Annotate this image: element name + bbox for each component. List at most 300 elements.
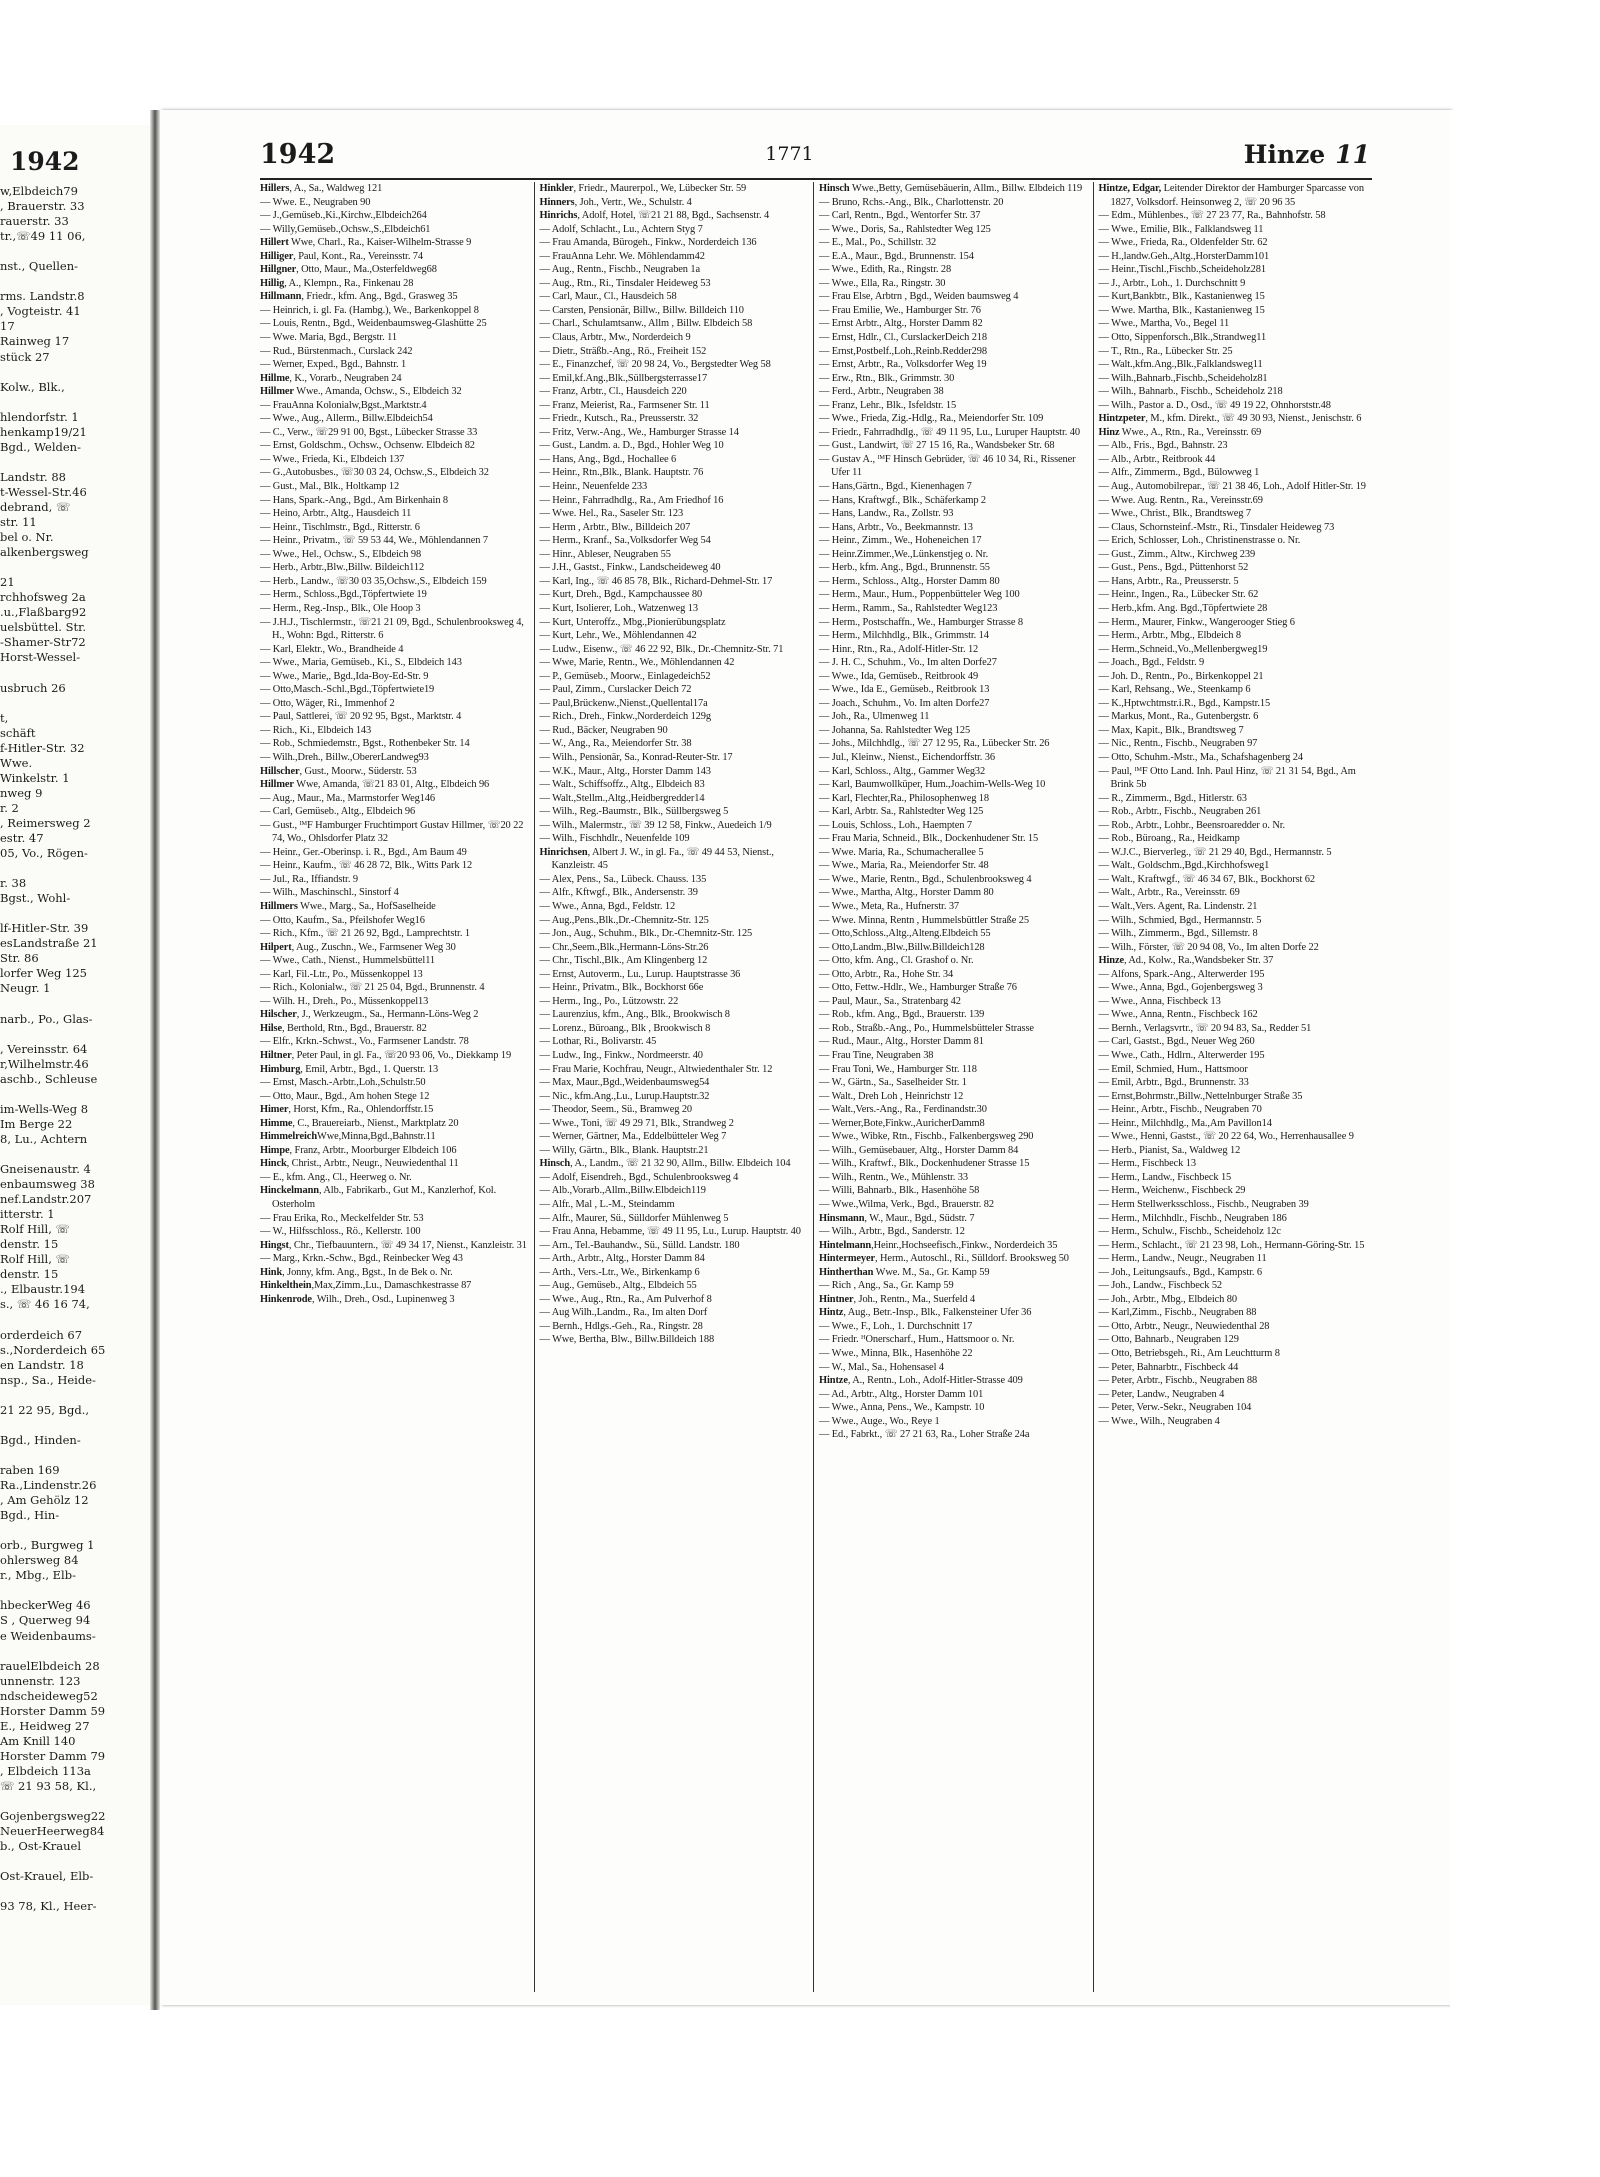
directory-entry: — Heinrich, i. gl. Fa. (Hambg.), We., Barkenkoppel 8 <box>260 304 479 316</box>
directory-entry: — K.,Hptwchtmstr.i.R., Bgd., Kampstr.15 <box>1098 697 1271 709</box>
directory-entry: — Rich., Ki., Elbdeich 143 <box>260 724 372 736</box>
previous-page-line <box>0 1523 152 1538</box>
directory-entry: — Frau Tine, Neugraben 38 <box>819 1050 934 1061</box>
directory-entry: — Heinr., Tischlmstr., Bgd., Ritterstr. 6 <box>260 521 420 533</box>
directory-entry: — Alfr., Kftwgf., Blk., Andersenstr. 39 <box>539 887 698 899</box>
previous-page-line: , Reimersweg 2 <box>0 815 91 830</box>
directory-entry: — Gust., Zimm., Altw., Kirchweg 239 <box>1098 548 1256 560</box>
directory-entry: — Walt.,Vers.-Ang., Ra., Ferdinandstr.30 <box>819 1104 987 1116</box>
directory-entry: — Friedr., Fahrradhdlg., ☏ 49 11 95, Lu., Luruper Hauptstr. 40 <box>819 426 1080 438</box>
previous-page-line: ohlersweg 84 <box>0 1553 79 1568</box>
previous-page-line: hbeckerWeg 46 <box>0 1598 91 1613</box>
directory-entry: — Peter, Arbtr., Fischb., Neugraben 88 <box>1098 1375 1258 1387</box>
directory-entry: — Frau Amanda, Bürogeh., Finkw., Norderdeich 136 <box>539 237 757 249</box>
directory-entry: — Wwe., Ida E., Gemüseb., Reitbrook 13 <box>819 684 990 696</box>
previous-page-line <box>0 274 152 289</box>
directory-entry: Himme, C., Brauereiarb., Nienst., Marktplatz 20 <box>260 1117 459 1129</box>
directory-entry: — Marg., Krkn.-Schw., Bgd., Reinbecker Weg 43 <box>260 1253 463 1265</box>
previous-page-line: s., ☏ 46 16 74, <box>0 1297 90 1312</box>
directory-entry: — Wwe., Anna, Bgd., Gojenbergsweg 3 <box>1098 982 1263 994</box>
directory-entry: — Herm., Landw., Neugr., Neugraben 11 <box>1098 1253 1267 1265</box>
directory-entry: — Gust., ᴵᴹF Hamburger Fruchtimport Gustav Hillmer, ☏20 22 74, Wo., Ohlsdorfer Platz 32 <box>260 819 524 845</box>
book-gutter <box>150 110 160 2010</box>
previous-page-line: r,Wilhelmstr.46 <box>0 1056 89 1071</box>
previous-page-line: estr. 47 <box>0 831 44 846</box>
directory-entry: — Heinr., Fahrradhdlg., Ra., Am Friedhof 16 <box>539 494 724 506</box>
previous-page-line <box>0 560 152 575</box>
directory-entry: — Otto,Masch.-Schl.,Bgd.,Töpfertwiete19 <box>260 684 435 696</box>
directory-entry: — Heinr.Zimmer.,We.,Lünkenstjeg o. Nr. <box>819 548 989 560</box>
directory-entry: — G.,Autobusbes., ☏30 03 24, Ochsw.,S., Elbdeich 32 <box>260 467 489 479</box>
directory-entry: — Otto,Schloss.,Altg.,Alteng.Elbdeich 55 <box>819 928 991 940</box>
directory-entry: — Peter, Bahnarbtr., Fischbeck 44 <box>1098 1361 1239 1373</box>
directory-entry: — Frau Erika, Ro., Meckelfelder Str. 53 <box>260 1212 424 1224</box>
directory-entry: — Herm., Schulw., Fischb., Scheideholz 12c <box>1098 1226 1281 1238</box>
directory-entry: — Wwe., Henni, Gastst., ☏ 20 22 64, Wo., Herrenhausallee 9 <box>1098 1131 1354 1143</box>
directory-entry: Hinck, Christ., Arbtr., Neugr., Neuwiedenthal 11 <box>260 1158 459 1170</box>
previous-page-line: Bgd., Hin- <box>0 1508 60 1523</box>
directory-entry: — Otto, Maur., Bgd., Am hohen Stege 12 <box>260 1090 430 1102</box>
directory-entry: — Alb.,Vorarb.,Allm.,Billw.Elbdeich119 <box>539 1185 706 1197</box>
previous-page-line: s.,Norderdeich 65 <box>0 1342 106 1357</box>
directory-entry: — Aug Wilh.,Landm., Ra., Im alten Dorf <box>539 1307 708 1319</box>
directory-entry: — Karl, Flechter,Ra., Philosophenweg 18 <box>819 792 989 804</box>
directory-entry: — Wwe., Emilie, Blk., Falklandsweg 11 <box>1098 223 1264 235</box>
directory-entry: Hintelmann,Heinr.,Hochseefisch.,Finkw., Norderdeich 35 <box>819 1239 1058 1251</box>
directory-entry: — Peter, Landw., Neugraben 4 <box>1098 1388 1225 1400</box>
directory-entry: — Otto, Fettw.-Hdlr., We., Hamburger Straße 76 <box>819 982 1017 994</box>
directory-entry: — Wwe., Marie, Rentn., Bgd., Schulenbrooksweg 4 <box>819 873 1032 885</box>
directory-entry: — Hinr., Rtn., Ra., Adolf-Hitler-Str. 12 <box>819 643 979 655</box>
directory-entry: — Wwe. Maria, Ra., Schumacherallee 5 <box>819 846 984 858</box>
directory-entry: — Rob., Arbtr., Fischb., Neugraben 261 <box>1098 806 1262 818</box>
directory-entry: — Wwe., Martha, Altg., Horster Damm 80 <box>819 887 994 899</box>
previous-page-line: narb., Po., Glas- <box>0 1011 93 1026</box>
previous-page-line: Ost-Krauel, Elb- <box>0 1869 94 1884</box>
previous-page-line: E., Heidweg 27 <box>0 1718 90 1733</box>
directory-entry: — Wilh., Kraftwf., Blk., Dockenhudener Strasse 15 <box>819 1158 1030 1170</box>
directory-entry: — Wwe., Frieda, Ra., Oldenfelder Str. 62 <box>1098 237 1268 249</box>
page-number: 1771 <box>765 143 814 165</box>
directory-entry: — Herm., Ing., Po., Lützowstr. 22 <box>539 995 679 1007</box>
directory-entry: — Nic., kfm.Ang.,Lu., Lurup.Hauptstr.32 <box>539 1090 710 1102</box>
directory-entry: — Karl, Schloss., Altg., Gammer Weg32 <box>819 765 986 777</box>
directory-entry: Hillscher, Gust., Moorw., Süderstr. 53 <box>260 765 417 777</box>
directory-entry: — Max, Kapit., Blk., Brandtsweg 7 <box>1098 724 1244 736</box>
directory-entry: — Carl, Rentn., Bgd., Wentorfer Str. 37 <box>819 210 981 222</box>
directory-entry: — Alfr., Mal , L.-M., Steindamm <box>539 1199 675 1211</box>
directory-entry: — Wwe., Auge., Wo., Reye 1 <box>819 1415 940 1427</box>
directory-entry: — Wilh., Bahnarb., Fischb., Scheideholz 218 <box>1098 386 1283 398</box>
directory-entry: — Nic., Rentn., Fischb., Neugraben 97 <box>1098 738 1258 750</box>
directory-entry: — Walt., Kraftwgf., ☏ 46 34 67, Blk., Bockhorst 62 <box>1098 873 1315 885</box>
directory-entry: — Aug.,Pens.,Blk.,Dr.-Chemnitz-Str. 125 <box>539 914 709 926</box>
previous-page-line <box>0 455 152 470</box>
previous-page-line: schäft <box>0 725 36 740</box>
previous-page-line <box>0 696 152 711</box>
directory-entry: — Hans, Arbtr., Vo., Beekmannstr. 13 <box>819 521 973 533</box>
directory-entry: — Heinr., Ingen., Ra., Lübecker Str. 62 <box>1098 589 1259 601</box>
directory-entry: Hinze, Ad., Kolw., Ra.,Wandsbeker Str. 37 <box>1098 955 1274 967</box>
header-year: 1942 <box>260 138 336 170</box>
directory-entry: — Wilh., Zimmerm., Bgd., Sillemstr. 8 <box>1098 928 1258 940</box>
directory-entry: — Wwe., Maria, Ra., Meiendorfer Str. 48 <box>819 860 989 872</box>
directory-entry: — Herm , Arbtr., Blw., Billdeich 207 <box>539 521 691 533</box>
previous-page-line <box>0 1448 152 1463</box>
previous-page-line: henkamp19/21 <box>0 424 87 439</box>
previous-page-line: rchhofsweg 2a <box>0 590 86 605</box>
previous-page-line <box>0 365 152 380</box>
previous-page-line: Rainweg 17 <box>0 334 70 349</box>
directory-entry: — Wwe. Maria, Bgd., Bergstr. 11 <box>260 332 397 344</box>
page-header <box>260 134 1370 174</box>
directory-entry: — Joh., Arbtr., Mbg., Elbdeich 80 <box>1098 1293 1237 1305</box>
directory-entry: — Carsten, Pensionär, Billw., Billw. Billdeich 110 <box>539 304 744 316</box>
directory-entry: — Wwe, Bertha, Blw., Billw.Billdeich 188 <box>539 1334 715 1346</box>
directory-entry: Hilscher, J., Werkzeugm., Sa., Hermann-Löns-Weg 2 <box>260 1009 479 1021</box>
directory-entry: — Ludw., Eisenw., ☏ 46 22 92, Blk., Dr.-Chemnitz-Str. 71 <box>539 643 784 655</box>
directory-entry: — Wilh., Reg.-Baumstr., Blk., Süllbergsweg 5 <box>539 806 729 818</box>
header-rule <box>260 178 1372 180</box>
directory-entry: — Herm., Maur., Hum., Poppenbütteler Weg 100 <box>819 589 1020 601</box>
directory-entry: — Karl, Rehsang., We., Steenkamp 6 <box>1098 684 1251 696</box>
directory-entry: HimmelreichWwe,Minna,Bgd.,Bahnstr.11 <box>260 1131 436 1143</box>
directory-entry: — Rud., Bäcker, Neugraben 90 <box>539 724 668 736</box>
previous-page-line: w,Elbdeich79 <box>0 184 78 198</box>
directory-entry: — Otto, Sippenforsch.,Blk.,Strandweg11 <box>1098 332 1267 344</box>
previous-page-line: en Landstr. 18 <box>0 1357 84 1372</box>
directory-entry: — Heinr., Zimm., We., Hoheneichen 17 <box>819 535 982 547</box>
directory-entry: — Ernst,Postbelf.,Loh.,Reinb.Redder298 <box>819 345 987 357</box>
directory-entry: — Jul., Ra., Iffiandstr. 9 <box>260 873 358 885</box>
previous-page-line: Rolf Hill, ☏ <box>0 1222 70 1237</box>
directory-entry: — Alb., Arbtr., Reitbrook 44 <box>1098 453 1216 465</box>
previous-page-line: nsp., Sa., Heide- <box>0 1372 96 1387</box>
directory-entry: — Ernst, Masch.-Arbtr.,Loh.,Schulstr.50 <box>260 1077 426 1089</box>
directory-entry: — Wwe., Wibke, Rtn., Fischb., Falkenbergsweg 290 <box>819 1131 1034 1143</box>
directory-entry: — Wilh. H., Dreh., Po., Müssenkoppel13 <box>260 995 429 1007</box>
directory-entry: — Hans, Ang., Bgd., Hochallee 6 <box>539 453 677 465</box>
directory-entry: — Rich., Kolonialw., ☏ 21 25 04, Bgd., Brunnenstr. 4 <box>260 982 485 994</box>
previous-page-line: nef.Landstr.207 <box>0 1192 92 1207</box>
previous-page-line: , Vogteistr. 41 <box>0 304 81 319</box>
directory-entry: Hintze, A., Rentn., Loh., Adolf-Hitler-Strasse 409 <box>819 1375 1023 1387</box>
previous-page-line: rms. Landstr.8 <box>0 289 85 304</box>
previous-page-line <box>0 1147 152 1162</box>
directory-entry: — Herm., Milchhdlg., Blk., Grimmstr. 14 <box>819 630 989 642</box>
directory-column-3 <box>813 182 1093 1992</box>
directory-entry: — Alex, Pens., Sa., Lübeck. Chauss. 135 <box>539 873 707 885</box>
directory-entry: Hillers, A., Sa., Waldweg 121 <box>260 183 383 194</box>
directory-entry: — E.A., Maur., Bgd., Brunnenstr. 154 <box>819 250 974 262</box>
directory-entry: — Gust., Landm. a. D., Bgd., Hohler Weg 10 <box>539 440 724 452</box>
directory-entry: — Herm., Schloss.,Bgd.,Töpfertwiete 19 <box>260 589 427 601</box>
directory-entry: — Wilh.,Bahnarb.,Fischb.,Scheideholz81 <box>1098 372 1268 384</box>
directory-entry: — Herm., Ramm., Sa., Rahlstedter Weg123 <box>819 602 998 614</box>
directory-entry: Hink, Jonny, kfm. Ang., Bgst., In de Bek o. Nr. <box>260 1266 453 1278</box>
directory-entry: — Ernst, Goldschm., Ochsw., Ochsenw. Elbdeich 82 <box>260 440 475 452</box>
previous-page-line: r. 2 <box>0 800 19 815</box>
directory-entry: — Wwe., Cath., Hdlrn., Alterwerder 195 <box>1098 1050 1265 1061</box>
directory-entry: — Franz, Arbtr., Cl., Hausdeich 220 <box>539 386 687 398</box>
directory-entry: — Aug., Rtn., Ri., Tinsdaler Heideweg 53 <box>539 277 711 289</box>
directory-entry: — Wwe. E., Neugraben 90 <box>260 196 371 208</box>
previous-page-line: denstr. 15 <box>0 1267 59 1282</box>
directory-entry: — Karl, Arbtr. Sa., Rahlstedter Weg 125 <box>819 806 984 818</box>
directory-entry: — Dietr., Sträßb.-Ang., Rö., Freiheit 152 <box>539 345 707 357</box>
previous-page-lines <box>0 184 152 1914</box>
previous-page-line: , Vereinsstr. 64 <box>0 1041 88 1056</box>
directory-entry: — Walt.,Vers. Agent, Ra. Lindenstr. 21 <box>1098 900 1258 912</box>
directory-entry: — Arth., Vers.-Ltr., We., Birkenkamp 6 <box>539 1266 700 1278</box>
directory-entry: — Laurenzius, kfm., Ang., Blk., Brookwisch 8 <box>539 1009 730 1021</box>
directory-entry: — Arn., Tel.-Bauhandw., Sü., Sülld. Landstr. 180 <box>539 1239 740 1251</box>
directory-entry: — Heinr., Neuenfelde 233 <box>539 481 648 493</box>
previous-page-line: nst., Quellen- <box>0 259 78 274</box>
previous-page-line: im-Wells-Weg 8 <box>0 1101 89 1116</box>
directory-entry: — Chr., Tischl.,Blk., Am Klingenberg 12 <box>539 955 708 967</box>
directory-entry: — Wwe., Cath., Nienst., Hummelsbüttel11 <box>260 955 436 967</box>
directory-entry: — Rob., Büroang., Ra., Heidkamp <box>1098 833 1240 845</box>
previous-page-line: Bgd., Hinden- <box>0 1432 81 1447</box>
directory-entry: — Joh., Ra., Ulmenweg 11 <box>819 711 930 723</box>
directory-entry: — Claus, Arbtr., Mw., Norderdeich 9 <box>539 332 691 344</box>
directory-entry: — Kurt, Isolierer, Loh., Watzenweg 13 <box>539 602 698 614</box>
directory-entry: — Otto, Schuhm.-Mstr., Ma., Schafshagenberg 24 <box>1098 751 1303 763</box>
directory-entry: — Willy,Gemüseb.,Ochsw.,S.,Elbdeich61 <box>260 223 431 235</box>
previous-page-line: bel o. Nr. <box>0 530 54 545</box>
directory-entry: — Kurt,Bankbtr., Blk., Kastanienweg 15 <box>1098 291 1265 303</box>
directory-entry: — Herm., Arbtr., Mbg., Elbdeich 8 <box>1098 630 1241 642</box>
directory-entry: — Heino, Arbtr., Altg., Hausdeich 11 <box>260 508 412 520</box>
previous-page-line: Gojenbergsweg22 <box>0 1809 106 1824</box>
directory-entry: — Markus, Mont., Ra., Gutenbergstr. 6 <box>1098 711 1259 723</box>
directory-entry: — Willi, Bahnarb., Blk., Hasenhöhe 58 <box>819 1185 980 1197</box>
previous-page-line: 93 78, Kl., Heer- <box>0 1899 97 1914</box>
previous-page-line: 17 <box>0 319 15 334</box>
directory-entry: — Herb., kfm. Ang., Bgd., Brunnenstr. 55 <box>819 562 990 574</box>
previous-page-line: 21 <box>0 575 15 590</box>
directory-entry: — Herb., Arbtr.,Blw.,Billw. Bildeich112 <box>260 562 425 574</box>
directory-entry: Himer, Horst, Kfm., Ra., Ohlendorffstr.15 <box>260 1104 434 1116</box>
previous-page-line <box>0 395 152 410</box>
directory-entry: — Hans, Kraftwgf., Blk., Schäferkamp 2 <box>819 494 987 506</box>
directory-entry: — Hans, Spark.-Ang., Bgd., Am Birkenhain 8 <box>260 494 449 506</box>
directory-entry: — Rob., kfm. Ang., Bgd., Brauerstr. 139 <box>819 1009 985 1021</box>
directory-entry: Himburg, Emil, Arbtr., Bgd., 1. Querstr. 13 <box>260 1063 439 1075</box>
directory-entry: — Joh., Leitungsaufs., Bgd., Kampstr. 6 <box>1098 1266 1262 1278</box>
directory-entry: — Edm., Mühlenbes., ☏ 27 23 77, Ra., Bahnhofstr. 58 <box>1098 210 1326 222</box>
directory-entry: Hintner, Joh., Rentn., Ma., Suerfeld 4 <box>819 1293 976 1305</box>
previous-page-line <box>0 1418 152 1433</box>
previous-page-line <box>0 666 152 681</box>
directory-entry: — Rich , Ang., Sa., Gr. Kamp 59 <box>819 1280 954 1292</box>
directory-entry: — Joach., Bgd., Feldstr. 9 <box>1098 657 1205 669</box>
previous-page-line: Wwe. <box>0 755 33 770</box>
directory-entry: — Wwe., Doris, Sa., Rahlstedter Weg 125 <box>819 223 991 235</box>
directory-entry: — Wwe., Ella, Ra., Ringstr. 30 <box>819 277 946 289</box>
directory-entry: — Wilh., Fischhdlr., Neuenfelde 109 <box>539 833 690 845</box>
directory-entry: — Herm., Postschaffn., We., Hamburger Strasse 8 <box>819 616 1023 628</box>
directory-entry: — Walt., Goldschm.,Bgd.,Kirchhofsweg1 <box>1098 860 1270 872</box>
directory-entry: — Ernst, Hdlr., Cl., CurslackerDeich 218 <box>819 332 987 344</box>
directory-entry: — R., Zimmerm., Bgd., Hitlerstr. 63 <box>1098 792 1247 804</box>
previous-page-line: f-Hitler-Str. 32 <box>0 740 85 755</box>
directory-entry: Hillgner, Otto, Maur., Ma.,Osterfeldweg68 <box>260 264 437 276</box>
previous-page-line: Bgst., Wohl- <box>0 891 71 906</box>
directory-entry: Hinkler, Friedr., Maurerpol., We, Lübecker Str. 59 <box>539 183 747 194</box>
directory-entry: — Erw., Rtn., Blk., Grimmstr. 30 <box>819 372 955 384</box>
directory-entry: — Wwe., Marie,, Bgd.,Ida-Boy-Ed-Str. 9 <box>260 670 429 682</box>
directory-entry: — Wwe., Frieda, Zig.-Hdlg., Ra., Meiendorfer Str. 109 <box>819 413 1044 425</box>
directory-entry: — Wwe., Maria, Gemüseb., Ki., S., Elbdeich 143 <box>260 657 462 669</box>
directory-entry: — Rud., Bürstenmach., Curslack 242 <box>260 345 413 357</box>
directory-entry: — Wwe., Anna, Pens., We., Kampstr. 10 <box>819 1402 985 1414</box>
directory-entry: — Walt.,Stellm.,Altg.,Heidbergredder14 <box>539 792 705 804</box>
previous-page-line: Neugr. 1 <box>0 981 51 996</box>
directory-entry: Hillme, K., Vorarb., Neugraben 24 <box>260 372 402 384</box>
directory-entry: — Adolf, Schlacht., Lu., Achtern Styg 7 <box>539 223 703 235</box>
directory-entry: — Bernh., Verlagsvrtr., ☏ 20 94 83, Sa., Redder 51 <box>1098 1022 1312 1034</box>
directory-entry: — C., Verw., ☏29 91 00, Bgst., Lübecker Strasse 33 <box>260 426 478 438</box>
previous-page-line: uelsbüttel. Str. <box>0 620 86 635</box>
directory-entry: — J.H., Gastst., Finkw., Landscheideweg 40 <box>539 562 721 574</box>
directory-entry: — Wwe., Hel., Ochsw., S., Elbdeich 98 <box>260 548 422 560</box>
directory-entry: — Aug., Maur., Ma., Marmstorfer Weg146 <box>260 792 435 804</box>
directory-entry: — Herm Stellwerksschloss., Fischb., Neugraben 39 <box>1098 1199 1309 1211</box>
previous-page-line: Str. 86 <box>0 951 39 966</box>
directory-entry: — Paul, ᴵᴹF Otto Land. Inh. Paul Hinz, ☏ 21 31 54, Bgd., Am Brink 5b <box>1098 765 1356 791</box>
previous-page-line: orderdeich 67 <box>0 1327 83 1342</box>
directory-entry: Hintzpeter, M., kfm. Direkt., ☏ 49 30 93, Nienst., Jenischstr. 6 <box>1098 413 1362 425</box>
directory-entry: — Jon., Aug., Schuhm., Blk., Dr.-Chemnitz-Str. 125 <box>539 928 753 940</box>
directory-entry: — E., Mal., Po., Schillstr. 32 <box>819 237 937 249</box>
directory-entry: — Walt., Schiffsoffz., Altg., Elbdeich 83 <box>539 779 705 791</box>
directory-entry: — Emil, Arbtr., Bgd., Brunnenstr. 33 <box>1098 1077 1249 1089</box>
directory-entry: — Gust., Pens., Bgd., Püttenhorst 52 <box>1098 562 1249 574</box>
directory-entry: — Carl, Maur., Cl., Hausdeich 58 <box>539 291 677 303</box>
previous-page-line: , Brauerstr. 33 <box>0 199 85 214</box>
directory-entry: — Joach., Schuhm., Vo. Im alten Dorfe27 <box>819 697 990 709</box>
directory-entry: — Wwe., Aug., Rtn., Ra., Am Pulverhof 8 <box>539 1293 712 1305</box>
directory-entry: Hilse, Berthold, Rtn., Bgd., Brauerstr. 82 <box>260 1022 427 1034</box>
directory-entry: — Herm., Landw., Fischbeck 15 <box>1098 1171 1232 1183</box>
directory-entry: — Heinr., Milchhdlg., Ma.,Am Pavillon14 <box>1098 1117 1272 1129</box>
directory-entry: — Alfons, Spark.-Ang., Alterwerder 195 <box>1098 968 1265 980</box>
directory-entry: — Frau Toni, We., Hamburger Str. 118 <box>819 1063 977 1075</box>
directory-entry: — Herm.,Schneid.,Vo.,Mellenbergweg19 <box>1098 643 1268 655</box>
previous-page-line: denstr. 15 <box>0 1237 59 1252</box>
directory-entry: — Gust., Landwirt, ☏ 27 15 16, Ra., Wandsbeker Str. 68 <box>819 440 1055 452</box>
directory-entry: — Wwe., Minna, Blk., Hasenhöhe 22 <box>819 1348 973 1360</box>
directory-entry: — Fritz, Verw.-Ang., We., Hamburger Strasse 14 <box>539 426 739 438</box>
directory-entry: — Herm., Schloss., Altg., Horster Damm 80 <box>819 575 1000 587</box>
previous-page-line <box>0 906 152 921</box>
directory-entry: — Aug., Automobilrepar., ☏ 21 38 46, Loh., Adolf Hitler-Str. 19 <box>1098 481 1366 493</box>
section-name: Hinze <box>1243 139 1326 169</box>
directory-entry: — Alfr., Zimmerm., Bgd., Bülowweg 1 <box>1098 467 1260 479</box>
directory-entry: — T., Rtn., Ra., Lübecker Str. 25 <box>1098 345 1233 357</box>
directory-entry: — Otto, Wäger, Ri., Immenhof 2 <box>260 697 395 709</box>
directory-entry: — J., Arbtr., Loh., 1. Durchschnitt 9 <box>1098 277 1246 289</box>
directory-entry: — Kurt, Unteroffz., Mbg.,Pionierübungsplatz <box>539 616 726 628</box>
directory-entry: — Walt., Arbtr., Ra., Vereinsstr. 69 <box>1098 887 1240 899</box>
previous-page-line: 05, Vo., Rögen- <box>0 846 88 861</box>
directory-entry: — Paul, Zimm., Curslacker Deich 72 <box>539 684 692 696</box>
column-marker: 11 <box>1335 139 1370 169</box>
directory-entry: — FrauAnna Kolonialw,Bgst.,Marktstr.4 <box>260 399 427 411</box>
directory-entry: — Walt.,kfm.Ang.,Blk.,Falklandsweg11 <box>1098 359 1263 371</box>
previous-page-line: , Elbdeich 113a <box>0 1763 91 1778</box>
directory-entry: — Otto, Kaufm., Sa., Pfeilshofer Weg16 <box>260 914 425 926</box>
previous-page-line: Rolf Hill, ☏ <box>0 1252 70 1267</box>
directory-entry: Hinkenrode, Wilh., Dreh., Osd., Lupinenweg 3 <box>260 1293 455 1305</box>
directory-entry: Hillmer Wwe, Amanda, ☏21 83 01, Altg., Elbdeich 96 <box>260 779 490 791</box>
previous-page-line <box>0 1027 152 1042</box>
directory-entry: — Wwe., Anna, Bgd., Feldstr. 12 <box>539 900 676 912</box>
directory-entry: — Alb., Fris., Bgd., Bahnstr. 23 <box>1098 440 1228 452</box>
directory-entry: — Bernh., Hdlgs.-Geh., Ra., Ringstr. 28 <box>539 1320 703 1332</box>
previous-page-line: S , Querweg 94 <box>0 1613 91 1628</box>
previous-page-line <box>0 244 152 259</box>
directory-entry: — E., kfm. Ang., Cl., Heerweg o. Nr. <box>260 1171 412 1183</box>
directory-entry: — Joh., Landw., Fischbeck 52 <box>1098 1280 1223 1292</box>
directory-entry: Hingst, Chr., Tiefbauuntern., ☏ 49 34 17, Nienst., Kanzleistr. 31 <box>260 1239 527 1251</box>
directory-entry: — Wwe., Anna, Fischbeck 13 <box>1098 995 1221 1007</box>
page-margin-right <box>1450 110 1600 2010</box>
directory-entry: — Frau Else, Arbtrn , Bgd., Weiden baumsweg 4 <box>819 291 1019 303</box>
directory-entry: Hillmer Wwe., Amanda, Ochsw., S., Elbdeich 32 <box>260 386 462 398</box>
directory-entry: — Heinr., Rtn.,Blk., Blank. Hauptstr. 76 <box>539 467 704 479</box>
directory-entry: — Otto, Arbtr., Ra., Hohe Str. 34 <box>819 968 954 980</box>
directory-entry: — Herm., Kranf., Sa.,Volksdorfer Weg 54 <box>539 535 711 547</box>
directory-entry: — W.K., Maur., Altg., Horster Damm 143 <box>539 765 711 777</box>
directory-entry: — Heinr., Ger.-Oberinsp. i. R., Bgd., Am Baum 49 <box>260 846 467 858</box>
directory-entry: — Hans, Landw., Ra., Zollstr. 93 <box>819 508 954 520</box>
previous-page-line: tr.,☏49 11 06, <box>0 229 86 244</box>
previous-page-line <box>0 1794 152 1809</box>
directory-entry: — Jul., Kleinw., Nienst., Eichendorffstr. 36 <box>819 751 995 763</box>
directory-entry: — Friedr. ᴴOnerscharf., Hum., Hattsmoor o. Nr. <box>819 1334 1015 1346</box>
directory-entry: — Max, Maur.,Bgd.,Weidenbaumsweg54 <box>539 1077 710 1089</box>
previous-page-line: unnenstr. 123 <box>0 1673 81 1688</box>
previous-page-line: esLandstraße 21 <box>0 936 98 951</box>
previous-page-fragment <box>0 125 152 2005</box>
directory-entry: — Gust., Mal., Blk., Holtkamp 12 <box>260 481 400 493</box>
directory-entry: — Karl, Elektr., Wo., Brandheide 4 <box>260 643 404 655</box>
directory-entry: — Charl., Schulamtsanw., Allm , Billw. Elbdeich 58 <box>539 318 753 330</box>
directory-entry: Hillmann, Friedr., kfm. Ang., Bgd., Grasweg 35 <box>260 291 458 303</box>
directory-entry: — Carl, Gemüseb., Altg., Elbdeich 96 <box>260 806 416 818</box>
directory-entry: — Rob., Schmiedemstr., Bgst., Rothenbeker Str. 14 <box>260 738 470 750</box>
directory-entry: — Herm., Schlacht., ☏ 21 23 98, Loh., Hermann-Göring-Str. 15 <box>1098 1239 1365 1251</box>
directory-entry: — Werner,Bote,Finkw.,AuricherDamm8 <box>819 1117 985 1129</box>
previous-page-line: stück 27 <box>0 349 50 364</box>
directory-entry: — Heinr., Privatm., Blk., Bockhorst 66e <box>539 982 704 994</box>
previous-page-line: Im Berge 22 <box>0 1116 73 1131</box>
directory-entry: — Hinr., Ableser, Neugraben 55 <box>539 548 671 560</box>
previous-page-line: orb., Burgweg 1 <box>0 1538 95 1553</box>
directory-entry: — E., Finanzchef, ☏ 20 98 24, Vo., Bergstedter Weg 58 <box>539 359 771 371</box>
directory-entry: — Theodor, Seem., Sü., Bramweg 20 <box>539 1104 693 1116</box>
directory-entry: — Ad., Arbtr., Altg., Horster Damm 101 <box>819 1388 984 1400</box>
directory-entry: Hiltner, Peter Paul, in gl. Fa., ☏20 93 06, Vo., Diekkamp 19 <box>260 1050 512 1061</box>
directory-entry: — Aug., Rentn., Fischb., Neugraben 1a <box>539 264 701 276</box>
directory-entry: — Aug., Gemüseb., Altg., Elbdeich 55 <box>539 1280 697 1292</box>
previous-page-line <box>0 1644 152 1659</box>
directory-entry: Hilpert, Aug., Zuschn., We., Farmsener Weg 30 <box>260 941 456 953</box>
previous-page-line: Gneisenaustr. 4 <box>0 1162 91 1177</box>
